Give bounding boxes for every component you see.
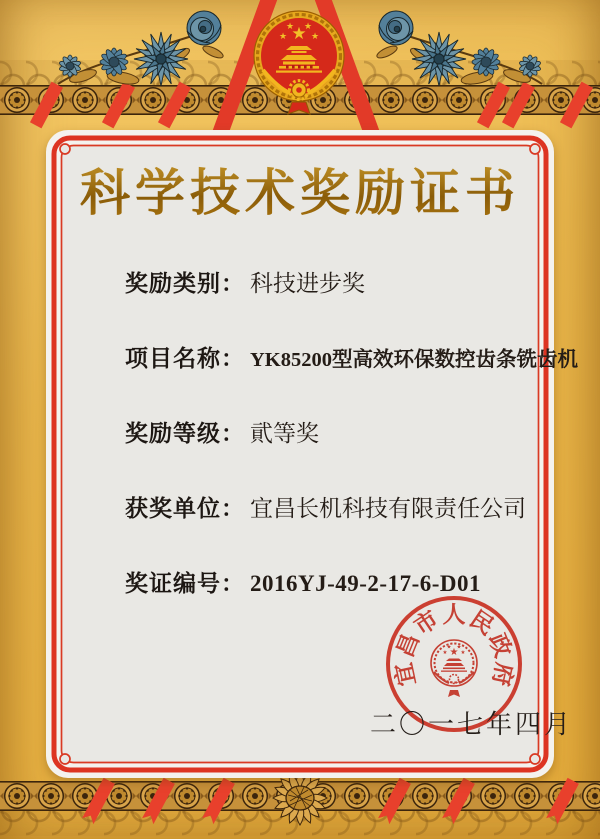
field-label: 奖励类别： [125, 270, 245, 296]
field-value: 貮等奖 [250, 421, 319, 446]
field-row-award-category [125, 265, 525, 297]
seal-character: 昌 [392, 630, 425, 661]
seal-character: 市 [409, 606, 443, 640]
field-row-award-grade [125, 415, 525, 447]
seal-emblem-icon [425, 634, 483, 700]
flower-cluster-right-icon [372, 4, 572, 90]
seal-character: 宜 [390, 660, 421, 689]
svg-text:★: ★ [303, 21, 313, 31]
national-emblem-icon [252, 6, 346, 120]
field-value: YK85200型高效环保数控齿条铣齿机 [250, 349, 578, 371]
field-value: 科技进步奖 [250, 271, 365, 296]
svg-text:★: ★ [460, 649, 466, 656]
svg-text:★: ★ [310, 31, 320, 41]
seal-character: 人 [442, 602, 466, 627]
certificate-fields [125, 265, 578, 640]
flower-cluster-left-icon [28, 4, 228, 90]
big-star-icon: ★ [291, 24, 307, 43]
field-value: 2016YJ-49-2-17-6-D01 [250, 571, 482, 596]
field-label: 奖证编号： [125, 570, 245, 596]
seal-character: 政 [483, 630, 516, 661]
svg-text:★: ★ [442, 649, 448, 656]
field-label: 获奖单位： [125, 495, 245, 521]
issue-date: 二〇一七年四月 [370, 710, 574, 739]
field-label: 项目名称： [125, 345, 245, 371]
svg-text:★: ★ [278, 31, 288, 41]
seal-character: 府 [487, 660, 518, 689]
svg-text:★: ★ [456, 644, 462, 651]
field-value: 宜昌长机科技有限责任公司 [250, 496, 526, 521]
svg-text:★: ★ [446, 644, 452, 651]
svg-text:★: ★ [449, 646, 459, 658]
seal-character: 民 [465, 606, 499, 640]
field-row-awarded-organization [125, 490, 525, 522]
certificate-title: 科学技术奖励证书 [46, 154, 554, 232]
field-label: 奖励等级： [125, 420, 245, 446]
field-row-project-name [125, 340, 578, 372]
svg-text:★: ★ [285, 21, 295, 31]
